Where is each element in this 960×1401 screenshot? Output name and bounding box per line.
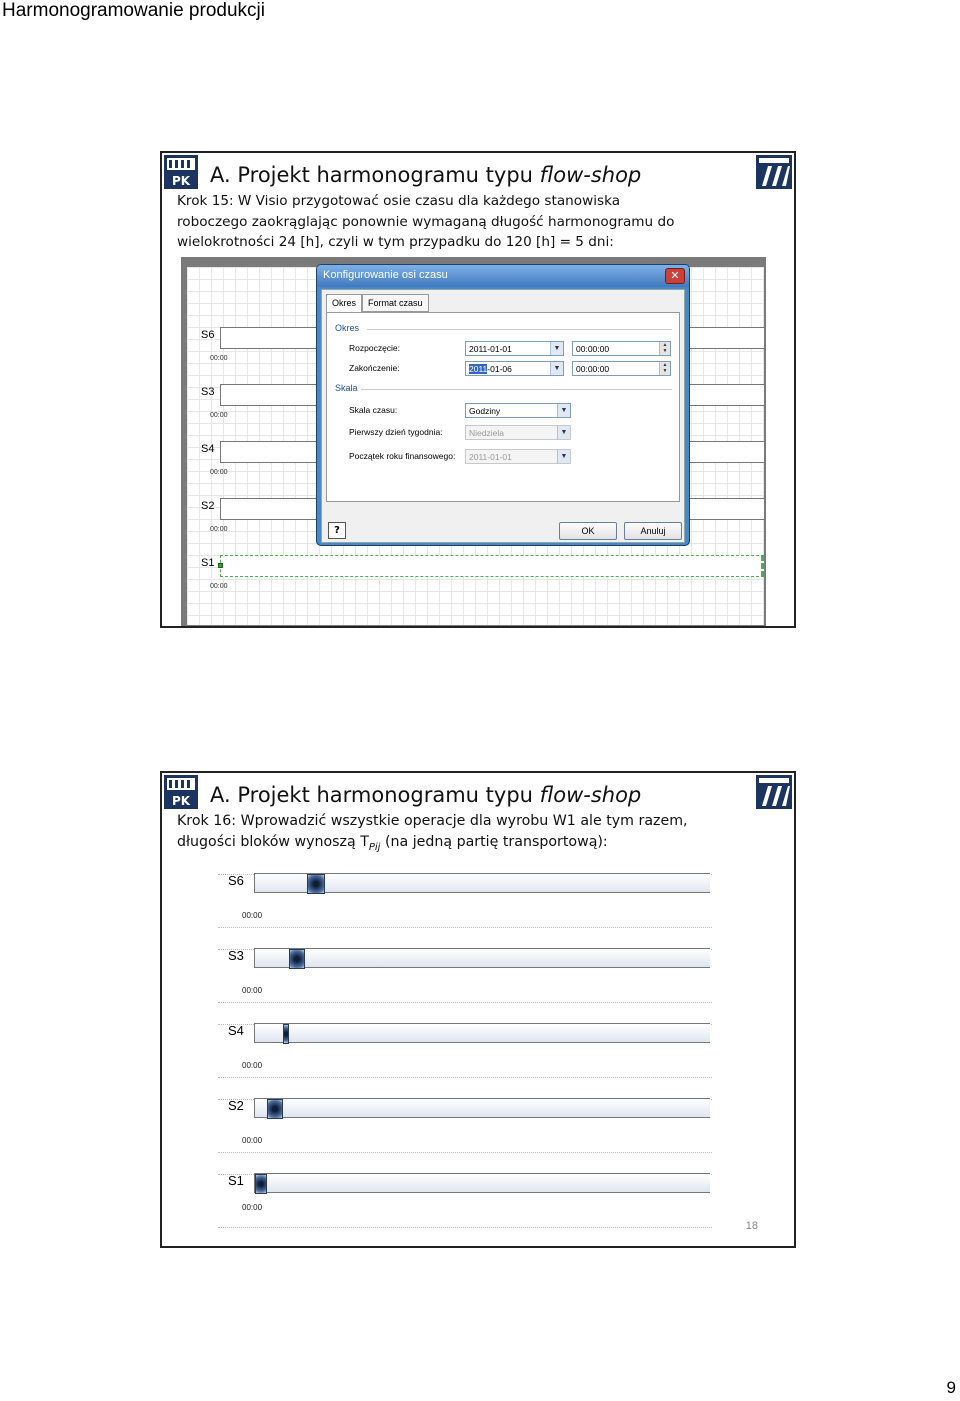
timeline-s1[interactable]: [220, 555, 764, 577]
end-label: Zakończenie:: [349, 363, 400, 373]
grid-line: [218, 1227, 712, 1228]
help-icon[interactable]: ?: [328, 522, 346, 539]
timeline-config-dialog: [316, 264, 690, 546]
first-day-label: Pierwszy dzień tygodnia:: [349, 427, 443, 437]
time-label: 00:00: [242, 986, 263, 995]
chevron-down-icon[interactable]: ▼: [550, 362, 563, 375]
time-label: 00:00: [242, 1203, 263, 1212]
end-time-field[interactable]: 00:00:00 ▲ ▼: [572, 361, 671, 376]
slide-title: A. Projekt harmonogramu typu flow-shop: [210, 163, 642, 187]
operation-block[interactable]: [267, 1099, 283, 1119]
spinner-icon[interactable]: ▲ ▼: [659, 342, 670, 355]
fiscal-year-select: 2011-01-01 ▼: [465, 449, 571, 464]
divider: [361, 389, 672, 390]
cancel-button[interactable]: Anuluj: [624, 522, 682, 540]
chevron-down-icon[interactable]: ▼: [557, 404, 570, 417]
operation-block[interactable]: [255, 1174, 267, 1194]
operation-block[interactable]: [283, 1024, 289, 1044]
end-date-field[interactable]: 2011-01-06 ▼: [465, 361, 564, 376]
grid-line: [218, 1002, 712, 1003]
spinner-icon[interactable]: ▲ ▼: [659, 362, 670, 375]
selection-handle[interactable]: [218, 563, 223, 568]
time-label: 00:00: [210, 469, 228, 476]
tab-pane: [326, 312, 680, 502]
divider: [367, 329, 672, 330]
page-number: 9: [946, 1378, 956, 1397]
tab-time-format[interactable]: Format czasu: [362, 294, 429, 312]
svg-text:PK: PK: [171, 794, 191, 808]
dialog-title: Konfigurowanie osi czasu: [323, 269, 448, 281]
row-label-s3: S3: [228, 948, 244, 963]
department-logo-icon: [756, 775, 792, 809]
dialog-titlebar[interactable]: [317, 265, 689, 287]
ok-button[interactable]: OK: [559, 522, 617, 540]
row-label-s3: S3: [201, 386, 215, 398]
chevron-down-icon: ▼: [557, 426, 570, 439]
slide-16: [160, 771, 796, 1248]
chevron-down-icon[interactable]: ▼: [550, 342, 563, 355]
timeline-s2: [254, 1098, 710, 1118]
fiscal-year-label: Początek roku finansowego:: [349, 451, 456, 461]
time-label: 00:00: [210, 412, 228, 419]
scale-label: Skala czasu:: [349, 405, 398, 415]
time-label: 00:00: [242, 1061, 263, 1070]
group-label-scale: Skala: [335, 383, 358, 393]
row-label-s6: S6: [201, 329, 215, 341]
time-label: 00:00: [210, 355, 228, 362]
time-label: 00:00: [242, 911, 263, 920]
grid-line: [218, 1077, 712, 1078]
slide-number: 18: [745, 1220, 758, 1232]
close-icon[interactable]: ✕: [665, 268, 685, 284]
row-label-s4: S4: [228, 1023, 244, 1038]
row-label-s1: S1: [228, 1173, 244, 1188]
row-label-s1: S1: [201, 557, 215, 569]
timeline-s1: [254, 1173, 710, 1193]
page-header: Harmonogramowanie produkcji: [2, 0, 265, 21]
operation-block[interactable]: [307, 874, 325, 894]
timeline-s3: [254, 948, 710, 968]
chevron-down-icon: ▼: [557, 450, 570, 463]
svg-text:PK: PK: [171, 174, 191, 188]
slide-text: Krok 16: Wprowadzić wszystkie operacje dla wyrobu W1 ale tym razem, długości bloków wynoszą $T_{Pij}$ (na jedną partię transportową):: [177, 813, 688, 853]
department-logo-icon: [756, 155, 792, 189]
row-label-s2: S2: [228, 1098, 244, 1113]
slide-text: Krok 15: W Visio przygotować osie czasu dla każdego stanowiska roboczego zaokrąglając ponownie wymaganą długość harmonogramu do wielokrotności 24 [h], czyli w tym przypadku do 120 [h] = 5 dni:: [177, 193, 675, 250]
grid-line: [218, 1152, 712, 1153]
slide-15: [160, 151, 796, 628]
time-scale-select[interactable]: Godziny ▼: [465, 403, 571, 418]
time-label: 00:00: [210, 583, 228, 590]
pk-logo-icon: [164, 155, 198, 189]
pk-logo-icon: [164, 775, 198, 809]
row-label-s4: S4: [201, 443, 215, 455]
row-label-s6: S6: [228, 873, 244, 888]
group-label-period: Okres: [335, 323, 360, 333]
first-day-select: Niedziela ▼: [465, 425, 571, 440]
dialog-content: [321, 289, 685, 543]
grid-line: [218, 927, 712, 928]
slide-title: A. Projekt harmonogramu typu flow-shop: [210, 783, 642, 807]
time-label: 00:00: [210, 526, 228, 533]
start-time-field[interactable]: 00:00:00 ▲ ▼: [572, 341, 671, 356]
row-label-s2: S2: [201, 500, 215, 512]
start-label: Rozpoczęcie:: [349, 343, 401, 353]
tab-period[interactable]: Okres: [326, 294, 362, 314]
timeline-s6: [254, 873, 710, 893]
timeline-s4: [254, 1023, 710, 1043]
visio-screenshot: [181, 257, 766, 627]
time-label: 00:00: [242, 1136, 263, 1145]
start-date-field[interactable]: 2011-01-01 ▼: [465, 341, 564, 356]
gantt-chart: [218, 869, 712, 1219]
operation-block[interactable]: [289, 949, 305, 969]
